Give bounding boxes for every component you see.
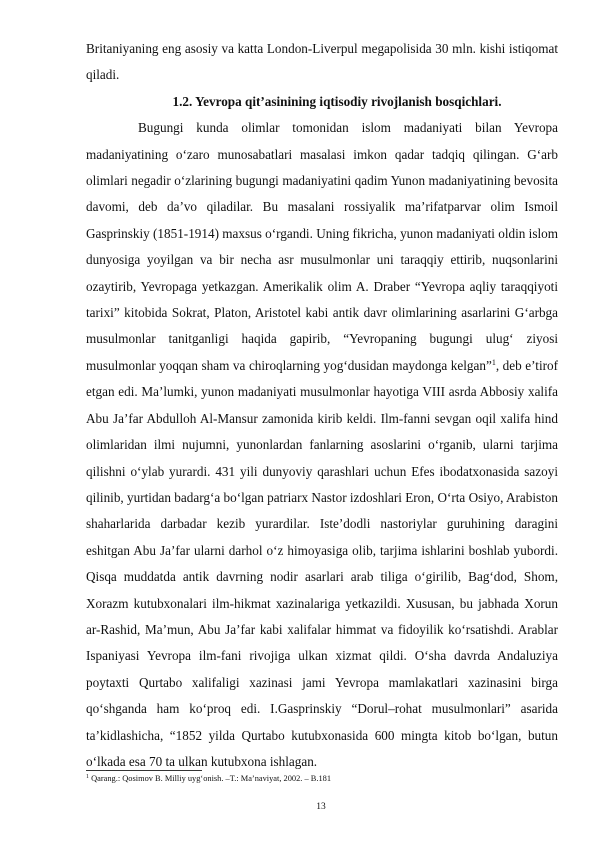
section-heading: 1.2. Yevropa qit’asinining iqtisodiy rivojlanish bosqichlari. — [172, 93, 502, 109]
main-text — [86, 36, 558, 775]
footnote-number: 1 — [86, 774, 89, 780]
paragraph-text-part2: , deb e’tirof etgan edi. Ma’lumki, yunon madaniyati musulmonlar hayotiga VIII asrda Abbosiy xalifa Abu Ja’far Abdulloh Al-Mansur zamonida kirib keldi. Ilm-fanni sevgan oqil xalifa hind olimlaridan ilmi nujumni, yunonlardan fanlarning asoslarini o‘rganib, ularni tarjima qilishni o‘ylab yurardi. 431 yili dunyoviy qarashlari uchun Efes ibodatxonasida sazoyi qilinib, yurtidan badarg‘a bo‘lgan patriarx Nastor izdoshlari Eron, O‘rta Osiyo, Arabiston shaharlarida darbadar kezib yurardilar. Iste’dodli nastoriylar guruhining daragini eshitgan Abu Ja’far ularni darhol o‘z himoyasiga olib, tarjima ishlarini boshlab yubordi. Qisqa muddatda antik davrning nodir asarlari arab tiliga o‘girilib, Bag‘dod, Shom, Xorazm kutubxonalari ilm-hikmat xazinalariga yetkazildi. Xususan, bu jabhada Xorun ar-Rashid, Ma’mun, Abu Ja’far kabi xalifalar himmat va fidoyilik ko‘rsatishdi. Arablar Ispaniyasi Yevropa ilm-fani rivojiga ulkan xizmat qildi. O‘sha davrda Andaluziya poytaxti Qurtabo xalifaligi xazinasi jami Yevropa mamlakatlari xazinasini birga qo‘shganda ham ko‘proq edi. I.Gasprinskiy “Dorul–rohat musulmonlari” asarida ta’kidlashicha, “1852 yilda Qurtabo kutubxonasida 600 mingta kitob bo‘lgan, butun o‘lkada esa 70 ta ulkan kutubxona ishlagan. — [86, 357, 558, 769]
intro-paragraph: Britaniyaning eng asosiy va katta London-Liverpul megapolisida 30 mln. kishi istiqomat qiladi. — [86, 41, 558, 83]
footnote-text: Qarang.: Qosimov B. Milliy uyg‘onish. –T.: Ma’naviyat, 2002. – B.181 — [89, 774, 332, 783]
footnote-divider — [86, 770, 202, 771]
page-number: 13 — [316, 802, 326, 812]
body-paragraph — [86, 115, 558, 775]
footnote — [86, 773, 558, 785]
footnote-reference[interactable]: 1 — [491, 357, 496, 367]
paragraph-text-part1: Bugungi kunda olimlar tomonidan islom madaniyati bilan Yevropa madaniyatining o‘zaro munosabatlari masalasi imkon qadar tadqiq qilingan. G‘arb olimlari negadir o‘zlarining bugungi madaniyatini qadim Yunon madaniyatining bevosita davomi, deb da’vo qiladilar. Bu masalani rossiyalik ma’rifatparvar olim Ismoil Gasprinskiy (1851-1914) maxsus o‘rgandi. Uning fikricha, yunon madaniyati oldin islom dunyosiga yoyilgan va bir necha asr musulmonlar uni taraqqiy ettirib, nuqsonlarini ozaytirib, Yevropaga yetkazgan. Amerikalik olim A. Draber “Yevropa aqliy taraqqiyoti tarixi” kitobida Sokrat, Platon, Aristotel kabi antik davr olimlarining asarlarini G‘arbga musulmonlar tanitganligi haqida gapirib, “Yevropaning bugungi ulug‘ ziyosi musulmonlar yoqqan sham va chiroqlarning yog‘dusidan maydonga kelgan” — [86, 120, 558, 373]
